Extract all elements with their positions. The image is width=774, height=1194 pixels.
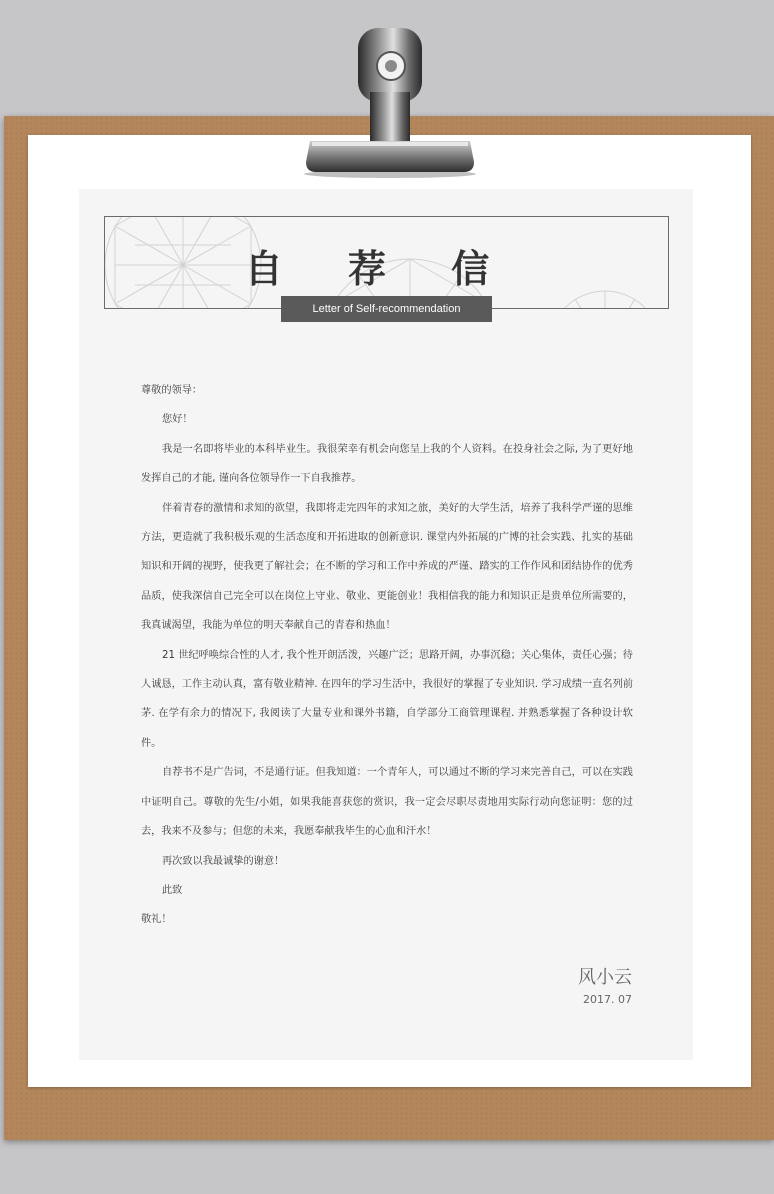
salutation: 尊敬的领导：: [141, 385, 203, 396]
letter-date: 2017. 07: [583, 993, 632, 1006]
paragraph: 我是一名即将毕业的本科毕业生。我很荣幸有机会向您呈上我的个人资料。在投身社会之际, 为了更好地发挥自己的才能, 谨向各位领导作一下自我推荐。: [141, 443, 633, 485]
signature: 风小云: [578, 967, 632, 988]
paragraph: 自荐书不是广告词，不是通行证。但我知道：一个青年人，可以通过不断的学习来完善自己，可以在实践中证明自己。尊敬的先生/小姐，如果我能喜获您的赏识，我一定会尽职尽责地用实际行动向您证明：您的过去，我来不及参与；但您的未来，我愿奉献我毕生的心血和汗水！: [141, 767, 633, 838]
paragraph: 21 世纪呼唤综合性的人才, 我个性开朗活泼，兴趣广泛；思路开阔，办事沉稳；关心集体，责任心强；待人诚恳，工作主动认真，富有敬业精神. 在四年的学习生活中，我很好的掌握了专业知识. 学习成绩一直名列前茅. 在学有余力的情况下, 我阅读了大量专业和课外书籍，自学部分工商管理课程. 并熟悉掌握了各种设计软件。: [141, 649, 633, 749]
paragraph: 再次致以我最诚挚的谢意！: [162, 855, 285, 867]
page-title: 自 荐 信: [244, 247, 516, 291]
letter-body: [141, 376, 633, 935]
paragraph: 伴着青春的激情和求知的欲望，我即将走完四年的求知之旅，美好的大学生活，培养了我科学严谨的思维方法，更造就了我积极乐观的生活态度和开拓进取的创新意识. 课堂内外拓展的广博的社会实践、扎实的基础知识和开阔的视野，使我更了解社会；在不断的学习和工作中养成的严谨、踏实的工作作风和团结协作的优秀品质，使我深信自己完全可以在岗位上守业、敬业、更能创业！我相信我的能力和知识正是贵单位所需要的，我真诚渴望，我能为单位的明天奉献自己的青春和热血！: [141, 502, 633, 632]
closing-regards: 此致: [162, 884, 183, 896]
closing-salute: 敬礼！: [141, 914, 172, 926]
greeting: 您好！: [162, 414, 193, 426]
subtitle-badge: Letter of Self-recommendation: [281, 296, 492, 322]
binder-clip-icon: [300, 26, 480, 178]
